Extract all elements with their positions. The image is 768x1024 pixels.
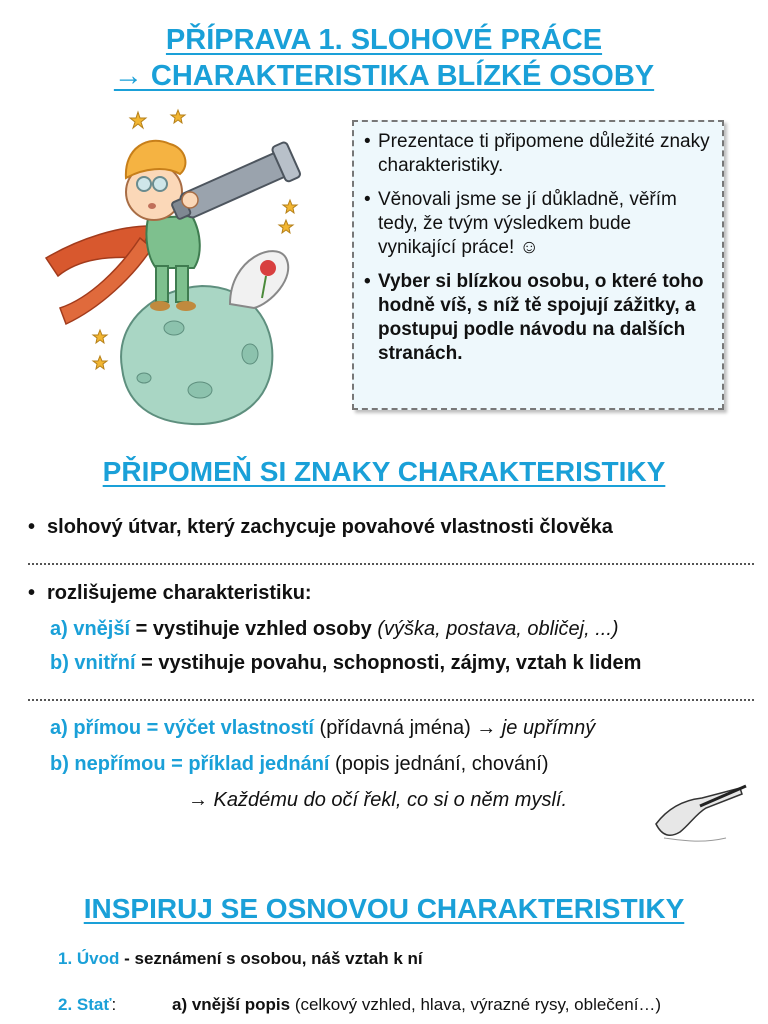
hand-writing-pen-icon (650, 778, 750, 848)
type-external-label: a) vnější (50, 618, 131, 640)
outline-body-label: Stať (76, 995, 112, 1014)
note-item: • Věnovali jsme se jí důkladně, věřím tedy, že tvým výsledkem bude vynikající práce! ☺ (362, 188, 712, 260)
type-external-examples: (výška, postava, obličej, ...) (377, 618, 619, 640)
indirect-line (50, 753, 549, 776)
type-internal-label: b) vnitřní (50, 652, 136, 674)
outline-number: 2. (58, 995, 77, 1014)
types-bullet (28, 582, 312, 605)
instructions-list (362, 130, 712, 366)
dotted-divider (28, 563, 754, 565)
type-internal-line (50, 652, 641, 675)
instructions-note-box (352, 120, 724, 410)
outline-body-colon: : (111, 995, 117, 1014)
type-external-text: = vystihuje vzhled osoby (130, 618, 378, 640)
outline-body-text: (celkový vzhled, hlava, výrazné rysy, oblečení…) (290, 995, 662, 1014)
outline-intro-text: - seznámení s osobou, náš vztah k ní (119, 949, 423, 968)
outline-number: 1. (58, 949, 77, 968)
outline-intro-label: Úvod (76, 949, 120, 968)
outline-body-sub: a) vnější popis (172, 995, 291, 1014)
direct-line (50, 717, 595, 740)
definition-text: slohový útvar, který zachycuje povahové vlastnosti člověka (47, 516, 613, 538)
types-text: rozlišujeme charakteristiku: (47, 582, 312, 604)
section-title-features: PŘIPOMEŇ SI ZNAKY CHARAKTERISTIKY (102, 456, 666, 487)
page-title-line1: PŘÍPRAVA 1. SLOHOVÉ PRÁCE (165, 24, 603, 56)
indirect-label: b) nepřímou = příklad jednání (50, 753, 330, 775)
definition-bullet (28, 516, 613, 539)
indirect-example: → Každému do očí řekl, co si o něm myslí. (188, 789, 568, 811)
note-item: • Prezentace ti připomene důležité znaky charakteristiky. (362, 130, 712, 178)
outline-body-detail (172, 995, 661, 1015)
outline-item-intro (58, 949, 423, 969)
type-internal-text: = vystihuje povahu, schopnosti, zájmy, vztah k lidem (135, 652, 642, 674)
outline-item-body (58, 995, 116, 1015)
section-title-outline: INSPIRUJ SE OSNOVOU CHARAKTERISTIKY (83, 893, 685, 924)
indirect-text: (popis jednání, chování) (329, 753, 549, 775)
direct-label: a) přímou = výčet vlastností (50, 717, 314, 739)
direct-text: (přídavná jména) → (313, 717, 502, 739)
note-item: • Vyber si blízkou osobu, o které toho hodně víš, s níž tě spojují zážitky, a postupuj podle návodu na dalších stranách. (362, 270, 712, 366)
page-title-line2: → CHARAKTERISTIKA BLÍZKÉ OSOBY (113, 60, 655, 92)
type-external-line (50, 618, 619, 641)
direct-example: je upřímný (501, 717, 596, 739)
dotted-divider (28, 699, 754, 701)
little-prince-telescope-icon (40, 108, 340, 428)
